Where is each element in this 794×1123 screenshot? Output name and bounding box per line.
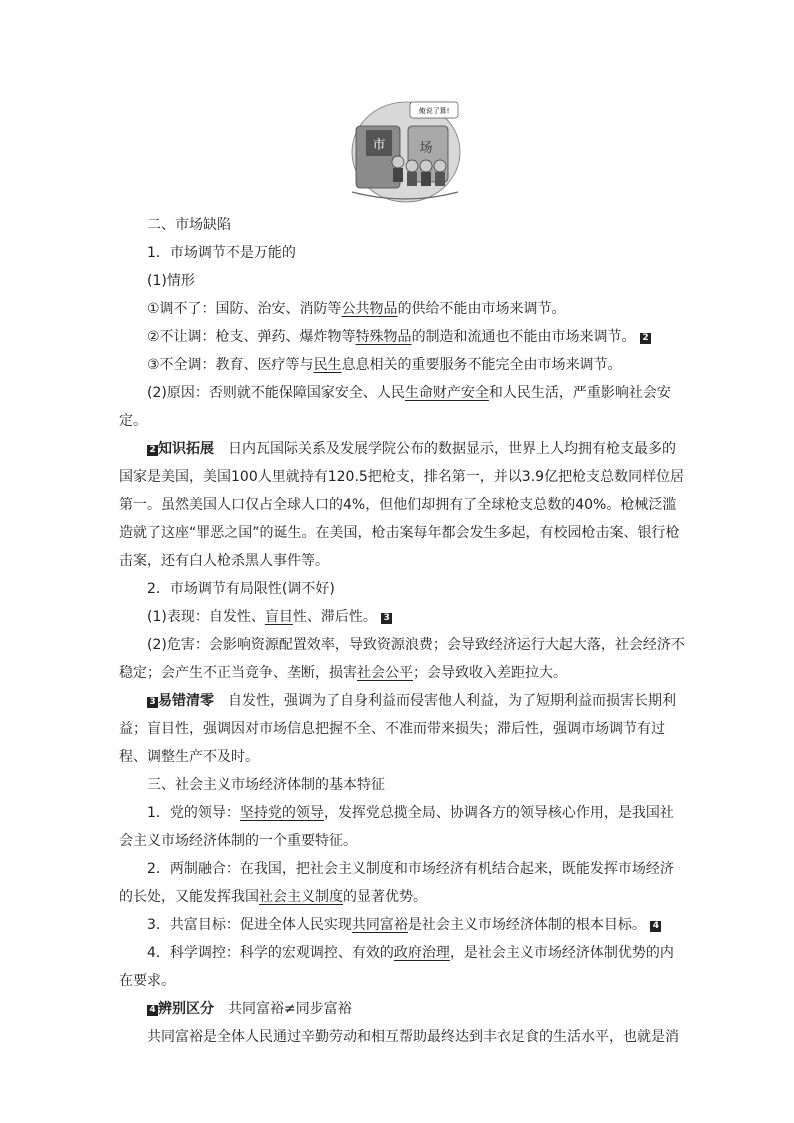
subheading-1: 1．市场调节不是万能的 (147, 245, 296, 261)
harm: (2)危害：会影响资源配置效率，导致资源浪费；会导致经济运行大起大落，社会经济不稳定；会产生不正当竞争、垄断，损害社会公平；会导致收入差距拉大。 (119, 637, 685, 681)
note-marker-badge: 3 (147, 697, 158, 708)
item-2: ②不让调：枪支、弹药、爆炸物等特殊物品的制造和流通也不能由市场来调节。 2 (119, 323, 685, 351)
key-term: 社会主义制度 (259, 889, 343, 905)
item-1: ①调不了：国防、治安、消防等公共物品的供给不能由市场来调节。 (147, 301, 566, 317)
note-marker-badge: 2 (640, 333, 651, 344)
key-term: 社会公平 (357, 665, 413, 681)
key-term: 盲目 (264, 609, 293, 625)
section2-heading: 二、市场缺陷 (147, 217, 231, 233)
reason: (2)原因：否则就不能保障国家安全、人民生命财产安全和人民生活，严重影响社会安定。 (119, 385, 671, 429)
key-term: 坚持党的领导 (239, 805, 324, 821)
error-clearance-note: 3 易错清零 自发性，强调为了自身利益而侵害他人利益，为了短期利益而损害长期利益；盲目性，强调因对市场信息把握不全、不准而带来损失；滞后性，强调市场调节有过程、调整生产不及时。 (119, 693, 676, 765)
section3-heading: 三、社会主义市场经济体制的基本特征 (147, 777, 385, 793)
key-term: 民生 (313, 357, 342, 373)
sign-left: 市 (372, 138, 386, 153)
distinguish-note: 4 辨别区分 共同富裕≠同步富裕 (119, 995, 685, 1023)
performance: (1)表现：自发性、盲目性、滞后性。 3 (119, 603, 685, 631)
key-term: 特殊物品 (355, 329, 412, 345)
feature-1: 1．党的领导：坚持党的领导，发挥党总揽全局、协调各方的领导核心作用，是我国社会主义市场经济体制的一个重要特征。 (119, 805, 674, 849)
note-title: 知识拓展 (158, 441, 214, 457)
speech-bubble: 俺说了算! (418, 107, 450, 115)
key-term: 共同富裕 (351, 917, 408, 933)
key-term: 政府治理 (393, 945, 450, 961)
note-marker-badge: 2 (147, 445, 158, 456)
item-3: ③不全调：教育、医疗等与民生息息相关的重要服务不能完全由市场来调节。 (147, 357, 622, 373)
subheading-2: 2．市场调节有局限性(调不好) (147, 581, 335, 597)
document-body (119, 211, 685, 1051)
feature-3: 3．共富目标：促进全体人民实现共同富裕是社会主义市场经济体制的根本目标。 4 (119, 911, 685, 939)
market-cartoon-figure (348, 96, 462, 204)
note-marker-badge: 3 (381, 613, 392, 624)
note-title: 易错清零 (158, 693, 214, 709)
feature-2: 2．两制融合：在我国，把社会主义制度和市场经济有机结合起来，既能发挥市场经济的长处，又能发挥我国社会主义制度的显著优势。 (119, 861, 674, 905)
final-paragraph: 共同富裕是全体人民通过辛勤劳动和相互帮助最终达到丰衣足食的生活水平，也就是消 (147, 1029, 679, 1045)
note-title: 辨别区分 (158, 1001, 214, 1017)
key-term: 生命财产安全 (404, 385, 489, 401)
note-marker-badge: 4 (650, 921, 661, 932)
note-marker-badge: 4 (147, 1005, 158, 1016)
key-term: 公共物品 (341, 301, 398, 317)
feature-4: 4．科学调控：科学的宏观调控、有效的政府治理，是社会主义市场经济体制优势的内在要求。 (119, 945, 674, 989)
knowledge-extension-note: 2 知识拓展 日内瓦国际关系及发展学院公布的数据显示，世界上人均拥有枪支最多的国家是美国，美国100人里就持有120.5把枪支，排名第一，并以3.9亿把枪支总数同样位居第一。虽然美国人口仅占全球人口的4%，但他们却拥有了全球枪支总数的40%。枪械泛滥造就了这座“罪恶之国”的诞生。在美国，枪击案每年都会发生多起，有校园枪击案、银行枪击案，还有白人枪杀黑人事件等。 (119, 441, 685, 569)
sign-right: 场 (419, 141, 433, 156)
situation-label: (1)情形 (147, 273, 195, 289)
